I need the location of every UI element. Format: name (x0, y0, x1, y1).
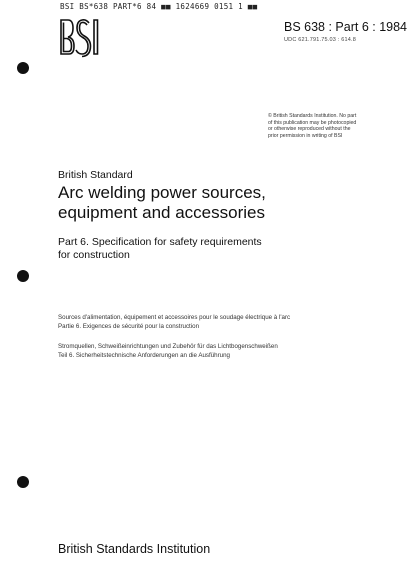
bsi-logo (58, 14, 105, 60)
document-title (58, 183, 266, 223)
bsi-logo-text: BSI (79, 31, 105, 48)
punch-hole-middle (17, 270, 29, 282)
copyright-line: or otherwise reproduced without the (268, 126, 351, 132)
french-title-line: Sources d'alimentation, équipement et accessoires pour le soudage électrique à l'arc (58, 314, 291, 321)
punch-hole-bottom (17, 476, 29, 488)
french-title-line: Partie 6. Exigences de sécurité pour la construction (58, 322, 200, 330)
udc-code: UDC 621.791.75.03 : 614.8 (284, 37, 356, 43)
copyright-line: of this publication may be photocopied (268, 119, 357, 126)
german-title (58, 343, 278, 360)
german-title-line: Stromquellen, Schweißeinrichtungen und Zubehör für das Lichtbogenschweißen (58, 343, 278, 350)
publisher-name: British Standards Institution (58, 542, 211, 556)
document-kicker: British Standard (58, 169, 133, 181)
part-subtitle (58, 236, 262, 262)
part-line: Part 6. Specification for safety requirements (58, 236, 262, 248)
part-line: for construction (58, 249, 130, 261)
standard-number: BS 638 : Part 6 : 1984 (284, 20, 407, 34)
title-line: Arc welding power sources, (58, 183, 266, 202)
catalog-line: BSI BS*638 PART*6 84 ■■ 1624669 0151 1 ■■ (60, 2, 258, 11)
french-title (58, 314, 290, 331)
title-line: equipment and accessories (58, 203, 265, 222)
copyright-line: © British Standards Institution. No part (268, 113, 357, 119)
punch-hole-top (17, 62, 29, 74)
copyright-notice (268, 113, 398, 139)
german-title-line: Teil 6. Sicherheitstechnische Anforderungen an die Ausführung (58, 351, 230, 359)
copyright-line: prior permission in writing of BSI (268, 132, 343, 139)
